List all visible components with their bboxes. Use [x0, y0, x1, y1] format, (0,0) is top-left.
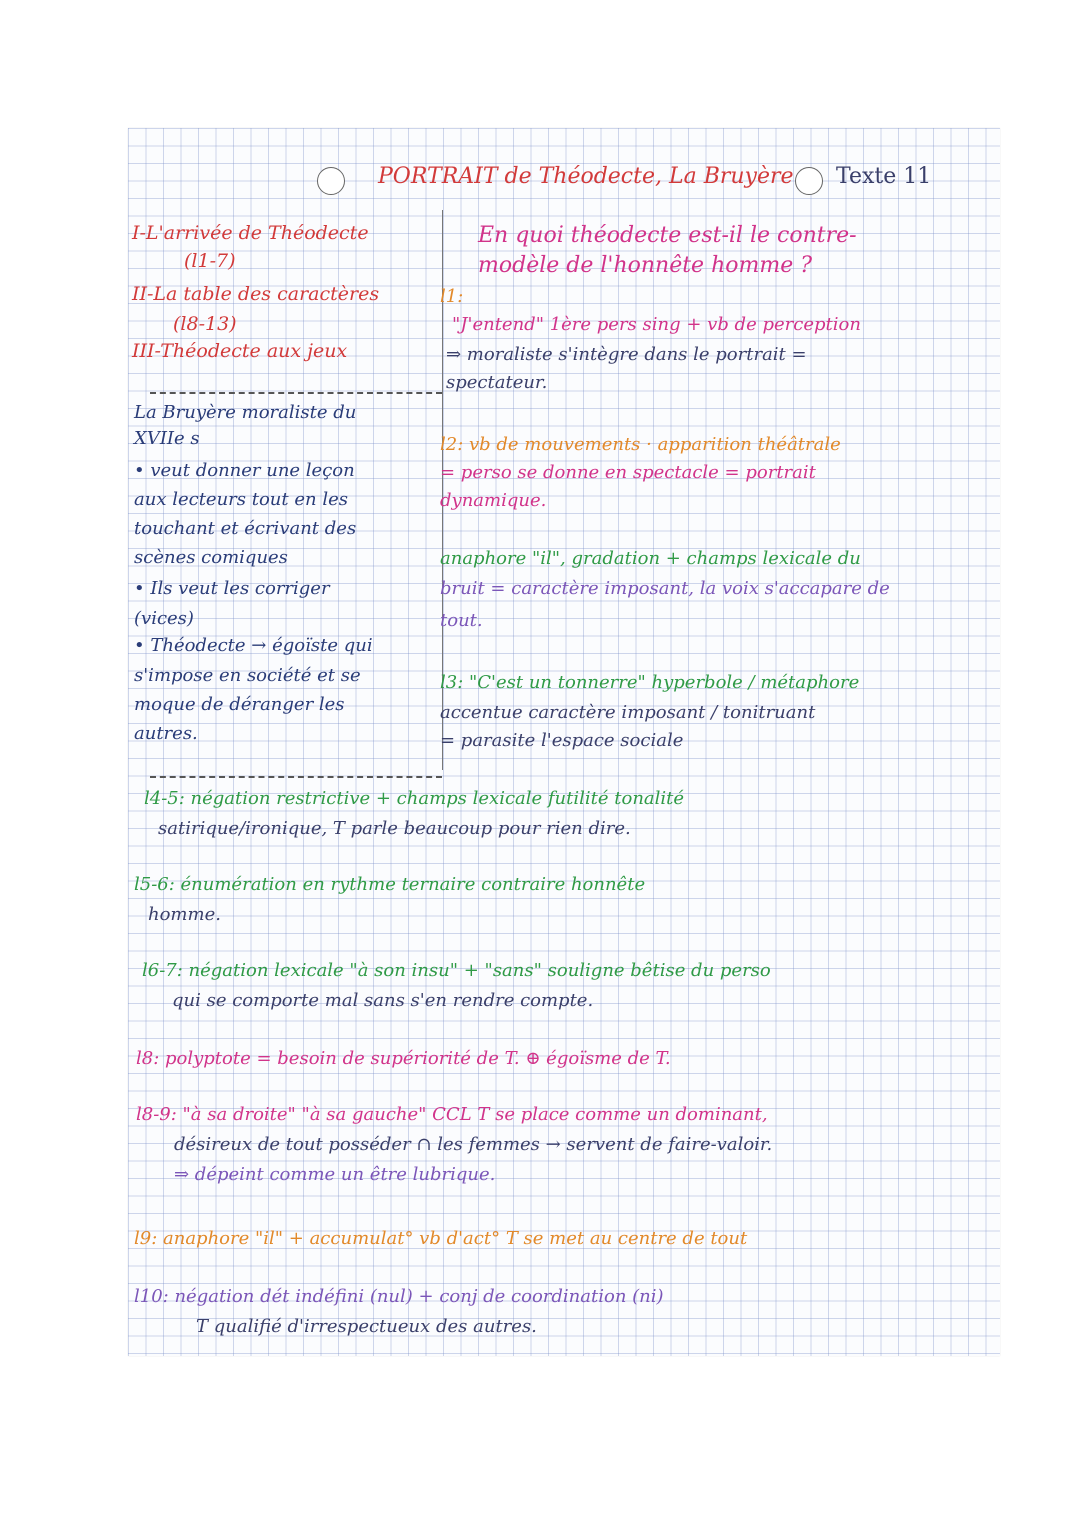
- analysis-l8-9: désireux de tout posséder ∩ les femmes → servent de faire-valoir.: [174, 1134, 773, 1155]
- context-line: • veut donner une leçon: [134, 460, 355, 481]
- analysis-l2: = perso se donne en spectacle = portrait: [440, 462, 816, 483]
- section-divider: [150, 392, 442, 394]
- context-line: touchant et écrivant des: [134, 518, 357, 539]
- problematic-line-2: modèle de l'honnête homme ?: [478, 253, 813, 278]
- outline-part-1-lines: (l1-7): [184, 250, 236, 272]
- analysis-l3: accentue caractère imposant / tonitruant: [440, 702, 816, 723]
- analysis-l5-6: homme.: [148, 904, 221, 925]
- context-line: autres.: [134, 723, 198, 744]
- analysis-l4-5: l4-5: négation restrictive + champs lexicale futilité tonalité: [144, 788, 685, 809]
- analysis-l6-7: l6-7: négation lexicale "à son insu" + "sans" souligne bêtise du perso: [142, 960, 771, 981]
- analysis-anaphore: tout.: [440, 610, 483, 631]
- analysis-l4-5: satirique/ironique, T parle beaucoup pour rien dire.: [158, 818, 631, 839]
- analysis-l8: l8: polyptote = besoin de supériorité de T. ⊕ égoïsme de T.: [136, 1048, 671, 1069]
- analysis-l10: T qualifié d'irrespectueux des autres.: [196, 1316, 537, 1337]
- context-line: La Bruyère moraliste du: [134, 402, 357, 423]
- binder-hole: [795, 167, 823, 195]
- context-line: moque de déranger les: [134, 694, 345, 715]
- line-ref-l1: l1:: [440, 286, 464, 307]
- analysis-l3: l3: "C'est un tonnerre" hyperbole / métaphore: [440, 672, 860, 693]
- analysis-l1: spectateur.: [446, 372, 548, 393]
- analysis-l8-9: l8-9: "à sa droite" "à sa gauche" CCL T se place comme un dominant,: [136, 1104, 768, 1125]
- outline-part-2-lines: (l8-13): [173, 313, 237, 335]
- page-title: PORTRAIT de Théodecte, La Bruyère: [378, 164, 794, 189]
- analysis-l1: "J'entend" 1ère pers sing + vb de perception: [452, 314, 861, 335]
- context-line: (vices): [134, 608, 194, 629]
- outline-part-1: I-L'arrivée de Théodecte: [132, 222, 369, 244]
- outline-part-2: II-La table des caractères: [132, 283, 380, 305]
- context-line: XVIIe s: [134, 428, 200, 449]
- analysis-anaphore: anaphore "il", gradation + champs lexicale du: [440, 548, 861, 569]
- analysis-l2: l2: vb de mouvements · apparition théâtrale: [440, 434, 841, 455]
- context-line: s'impose en société et se: [134, 665, 361, 686]
- analysis-l10: l10: négation dét indéfini (nul) + conj de coordination (ni): [134, 1286, 664, 1307]
- analysis-l3: = parasite l'espace sociale: [440, 730, 684, 751]
- binder-hole: [317, 167, 345, 195]
- analysis-l6-7: qui se comporte mal sans s'en rendre compte.: [172, 990, 594, 1011]
- analysis-l5-6: l5-6: énumération en rythme ternaire contraire honnête: [134, 874, 646, 895]
- analysis-l8-9: ⇒ dépeint comme un être lubrique.: [174, 1164, 496, 1185]
- context-line: • Théodecte → égoïste qui: [134, 635, 373, 656]
- context-line: scènes comiques: [134, 547, 288, 568]
- analysis-l1: ⇒ moraliste s'intègre dans le portrait =: [446, 344, 807, 365]
- outline-part-3: III-Théodecte aux jeux: [132, 340, 348, 362]
- section-divider: [150, 776, 442, 778]
- analysis-l2: dynamique.: [440, 490, 547, 511]
- text-number-label: Texte 11: [836, 164, 932, 189]
- analysis-anaphore: bruit = caractère imposant, la voix s'accapare de: [440, 578, 890, 599]
- context-line: aux lecteurs tout en les: [134, 489, 348, 510]
- analysis-l9: l9: anaphore "il" + accumulat° vb d'act° T se met au centre de tout: [134, 1228, 748, 1249]
- context-line: • Ils veut les corriger: [134, 578, 330, 599]
- problematic-line-1: En quoi théodecte est-il le contre-: [478, 223, 857, 248]
